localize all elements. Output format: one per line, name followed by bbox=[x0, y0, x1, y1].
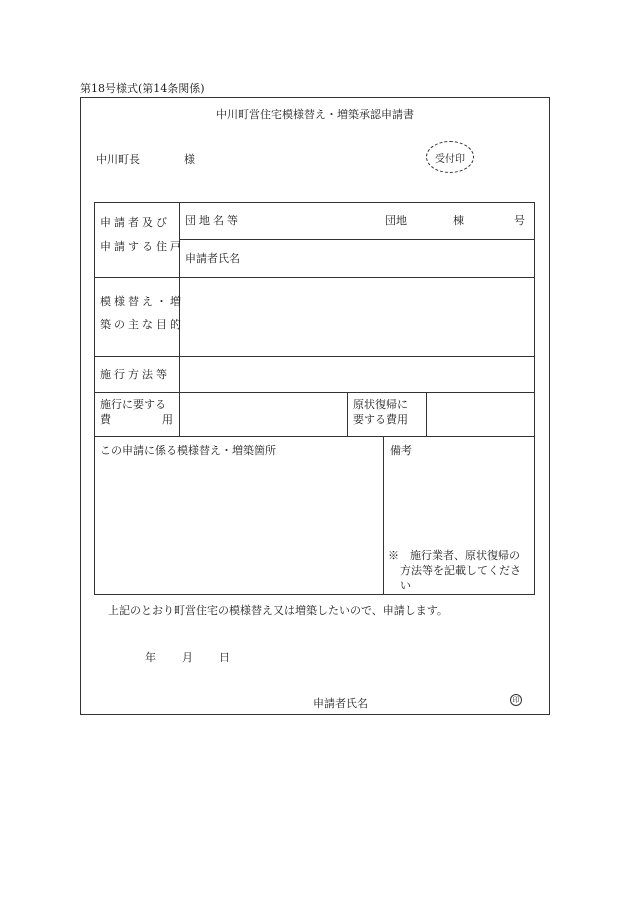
column-divider bbox=[426, 392, 427, 436]
number-unit-label: 号 bbox=[514, 214, 525, 227]
row-divider bbox=[94, 436, 535, 437]
method-label: 施行方法等 bbox=[100, 368, 170, 381]
remarks-note-line2: 方法等を記載してくださ bbox=[400, 564, 521, 577]
purpose-label-line1: 模様替え・増 bbox=[100, 295, 184, 308]
restore-cost-label-line1: 原状復帰に bbox=[353, 398, 408, 411]
form-number: 第18号様式(第14条関係) bbox=[80, 82, 205, 95]
cost-label-line2-a: 費 bbox=[100, 413, 111, 426]
building-unit-label: 棟 bbox=[453, 214, 464, 227]
remarks-label: 備考 bbox=[390, 444, 412, 457]
document-title: 中川町営住宅模様替え・増築承認申請書 bbox=[216, 108, 414, 121]
complex-name-label: 団地名等 bbox=[185, 214, 241, 227]
seal-mark-char: 印 bbox=[512, 696, 520, 704]
location-label: この申請に係る模様替え・増築箇所 bbox=[100, 444, 276, 457]
column-divider bbox=[347, 392, 348, 436]
addressee-name: 中川町長 bbox=[96, 153, 140, 166]
date-day: 日 bbox=[219, 651, 230, 664]
remarks-note-line3: い bbox=[400, 579, 411, 592]
column-divider bbox=[383, 436, 384, 595]
applicant-name-label: 申請者氏名 bbox=[185, 252, 240, 265]
date-year: 年 bbox=[145, 651, 156, 664]
purpose-label-line2: 築の主な目的 bbox=[100, 318, 184, 331]
row-divider bbox=[94, 392, 535, 393]
row-divider bbox=[94, 277, 535, 278]
addressee-honorific: 様 bbox=[184, 153, 195, 166]
applicant-residence-label-line1: 申請者及び bbox=[100, 216, 170, 229]
seal-mark bbox=[510, 694, 522, 706]
restore-cost-label-line2: 要する費用 bbox=[353, 413, 408, 426]
addressee bbox=[96, 151, 195, 167]
date-month: 月 bbox=[182, 651, 193, 664]
complex-unit-label: 団地 bbox=[385, 214, 407, 227]
remarks-note-line1: ※ 施行業者、原状復帰の bbox=[388, 549, 520, 562]
row-divider bbox=[94, 356, 535, 357]
applicant-signature-label: 申請者氏名 bbox=[313, 697, 368, 710]
cost-label-line2-b: 用 bbox=[162, 413, 173, 426]
applicant-residence-label-line2: 申請する住戸 bbox=[100, 240, 184, 253]
cost-label-line1: 施行に要する bbox=[100, 398, 166, 411]
declaration-text: 上記のとおり町営住宅の模様替え又は増築したいので、申請します。 bbox=[108, 604, 448, 617]
row-divider bbox=[179, 239, 535, 240]
reception-stamp bbox=[426, 141, 474, 173]
date-fields bbox=[145, 649, 256, 665]
reception-stamp-label: 受付印 bbox=[435, 153, 465, 165]
remarks-note bbox=[388, 548, 534, 593]
